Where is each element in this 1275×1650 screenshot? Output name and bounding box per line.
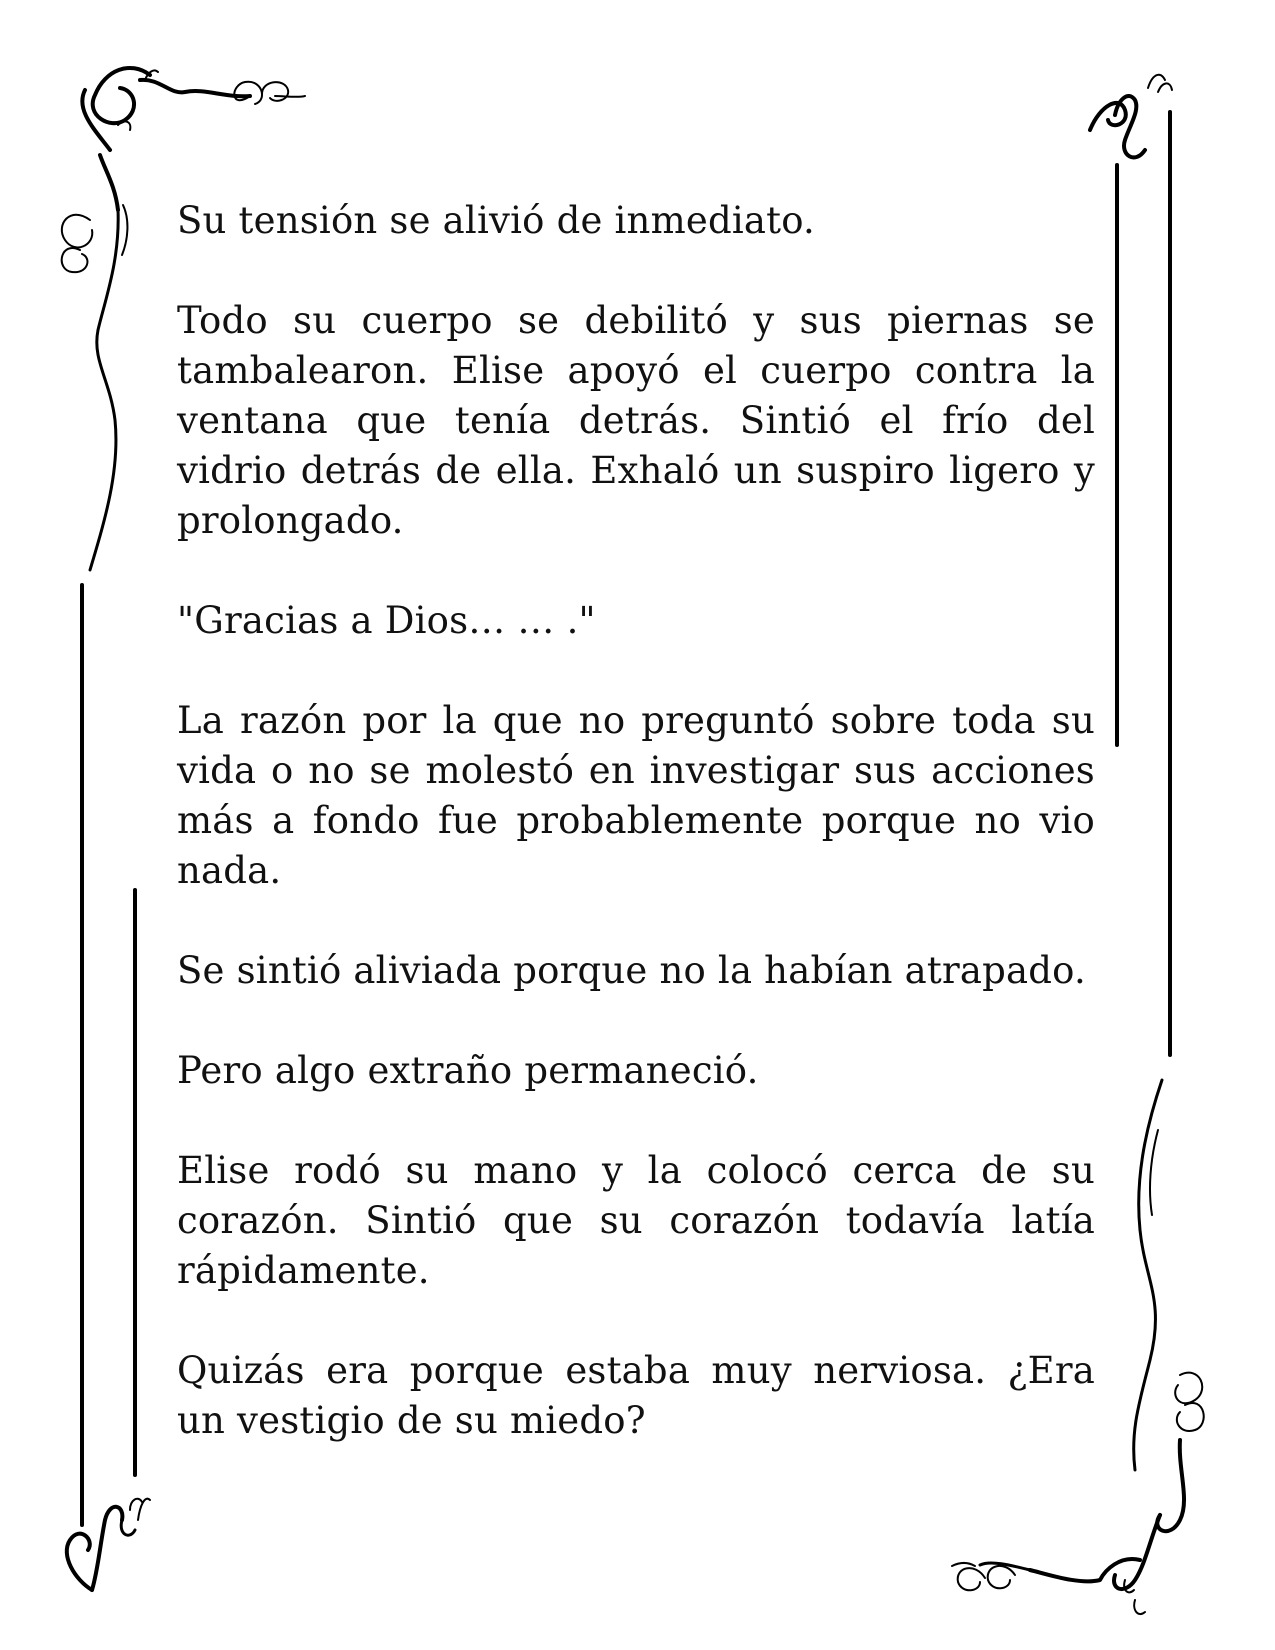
paragraph-7: Elise rodó su mano y la colocó cerca de su corazón. Sintió que su corazón todavía latía rápidamente. [177,1149,1095,1292]
paragraph-4: La razón por la que no preguntó sobre toda su vida o no se molestó en investigar sus acciones más a fondo fue probablemente porque no vio nada. [177,699,1095,892]
paragraph-1: Su tensión se alivió de inmediato. [177,199,815,242]
top-right-flourish [1090,75,1172,158]
story-text [177,196,1095,1446]
bottom-left-flourish [67,1499,150,1590]
paragraph-2: Todo su cuerpo se debilitó y sus piernas se tambalearon. Elise apoyó el cuerpo contra la ventana que tenía detrás. Sintió el frío del vidrio detrás de ella. Exhaló un suspiro ligero y prolongado. [177,299,1095,542]
paragraph-8: Quizás era porque estaba muy nerviosa. ¿Era un vestigio de su miedo? [177,1349,1095,1442]
paragraph-5: Se sintió aliviada porque no la habían atrapado. [177,949,1086,992]
paragraph-3: "Gracias a Dios… … ." [177,599,596,642]
paragraph-6: Pero algo extraño permaneció. [177,1049,759,1092]
